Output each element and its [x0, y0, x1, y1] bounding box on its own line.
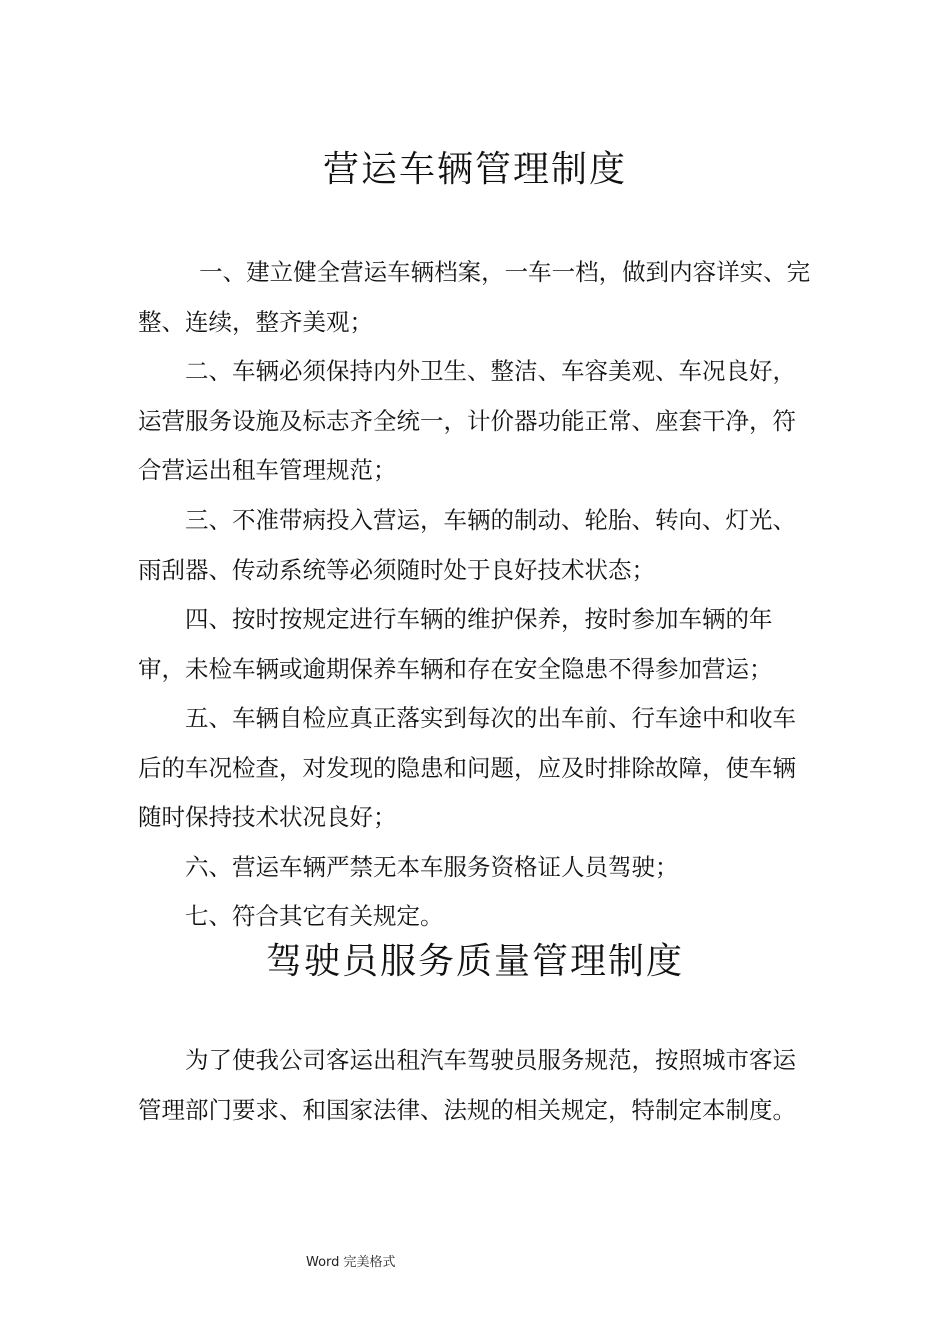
intro-paragraph: 为了使我公司客运出租汽车驾驶员服务规范，按照城市客运管理部门要求、和国家法律、法规的相关规定，特制定本制度。	[138, 1046, 796, 1124]
paragraph-2: 二、车辆必须保持内外卫生、整洁、车容美观、车况良好，运营服务设施及标志齐全统一，计价器功能正常、座套干净，符合营运出租车管理规范；	[138, 357, 796, 484]
paragraph-5: 五、车辆自检应真正落实到每次的出车前、行车途中和收车后的车况检查，对发现的隐患和问题，应及时排除故障，使车辆随时保持技术状况良好；	[138, 704, 796, 831]
paragraph-4: 四、按时按规定进行车辆的维护保养，按时参加车辆的年审，未检车辆或逾期保养车辆和存在安全隐患不得参加营运；	[138, 605, 773, 683]
page-footer: Word 完美格式	[306, 1255, 396, 1270]
paragraph-3: 三、不准带病投入营运，车辆的制动、轮胎、转向、灯光、雨刮器、传动系统等必须随时处于良好技术状态；	[138, 506, 796, 584]
paragraph-7: 七、符合其它有关规定。	[185, 902, 444, 930]
document-title: 营运车辆管理制度	[322, 149, 627, 190]
paragraph-1: 一、建立健全营运车辆档案，一车一档，做到内容详实、完整、连续，整齐美观；	[138, 258, 811, 336]
paragraph-6: 六、营运车辆严禁无本车服务资格证人员驾驶；	[185, 853, 679, 881]
section-title: 驾驶员服务质量管理制度	[265, 941, 684, 982]
